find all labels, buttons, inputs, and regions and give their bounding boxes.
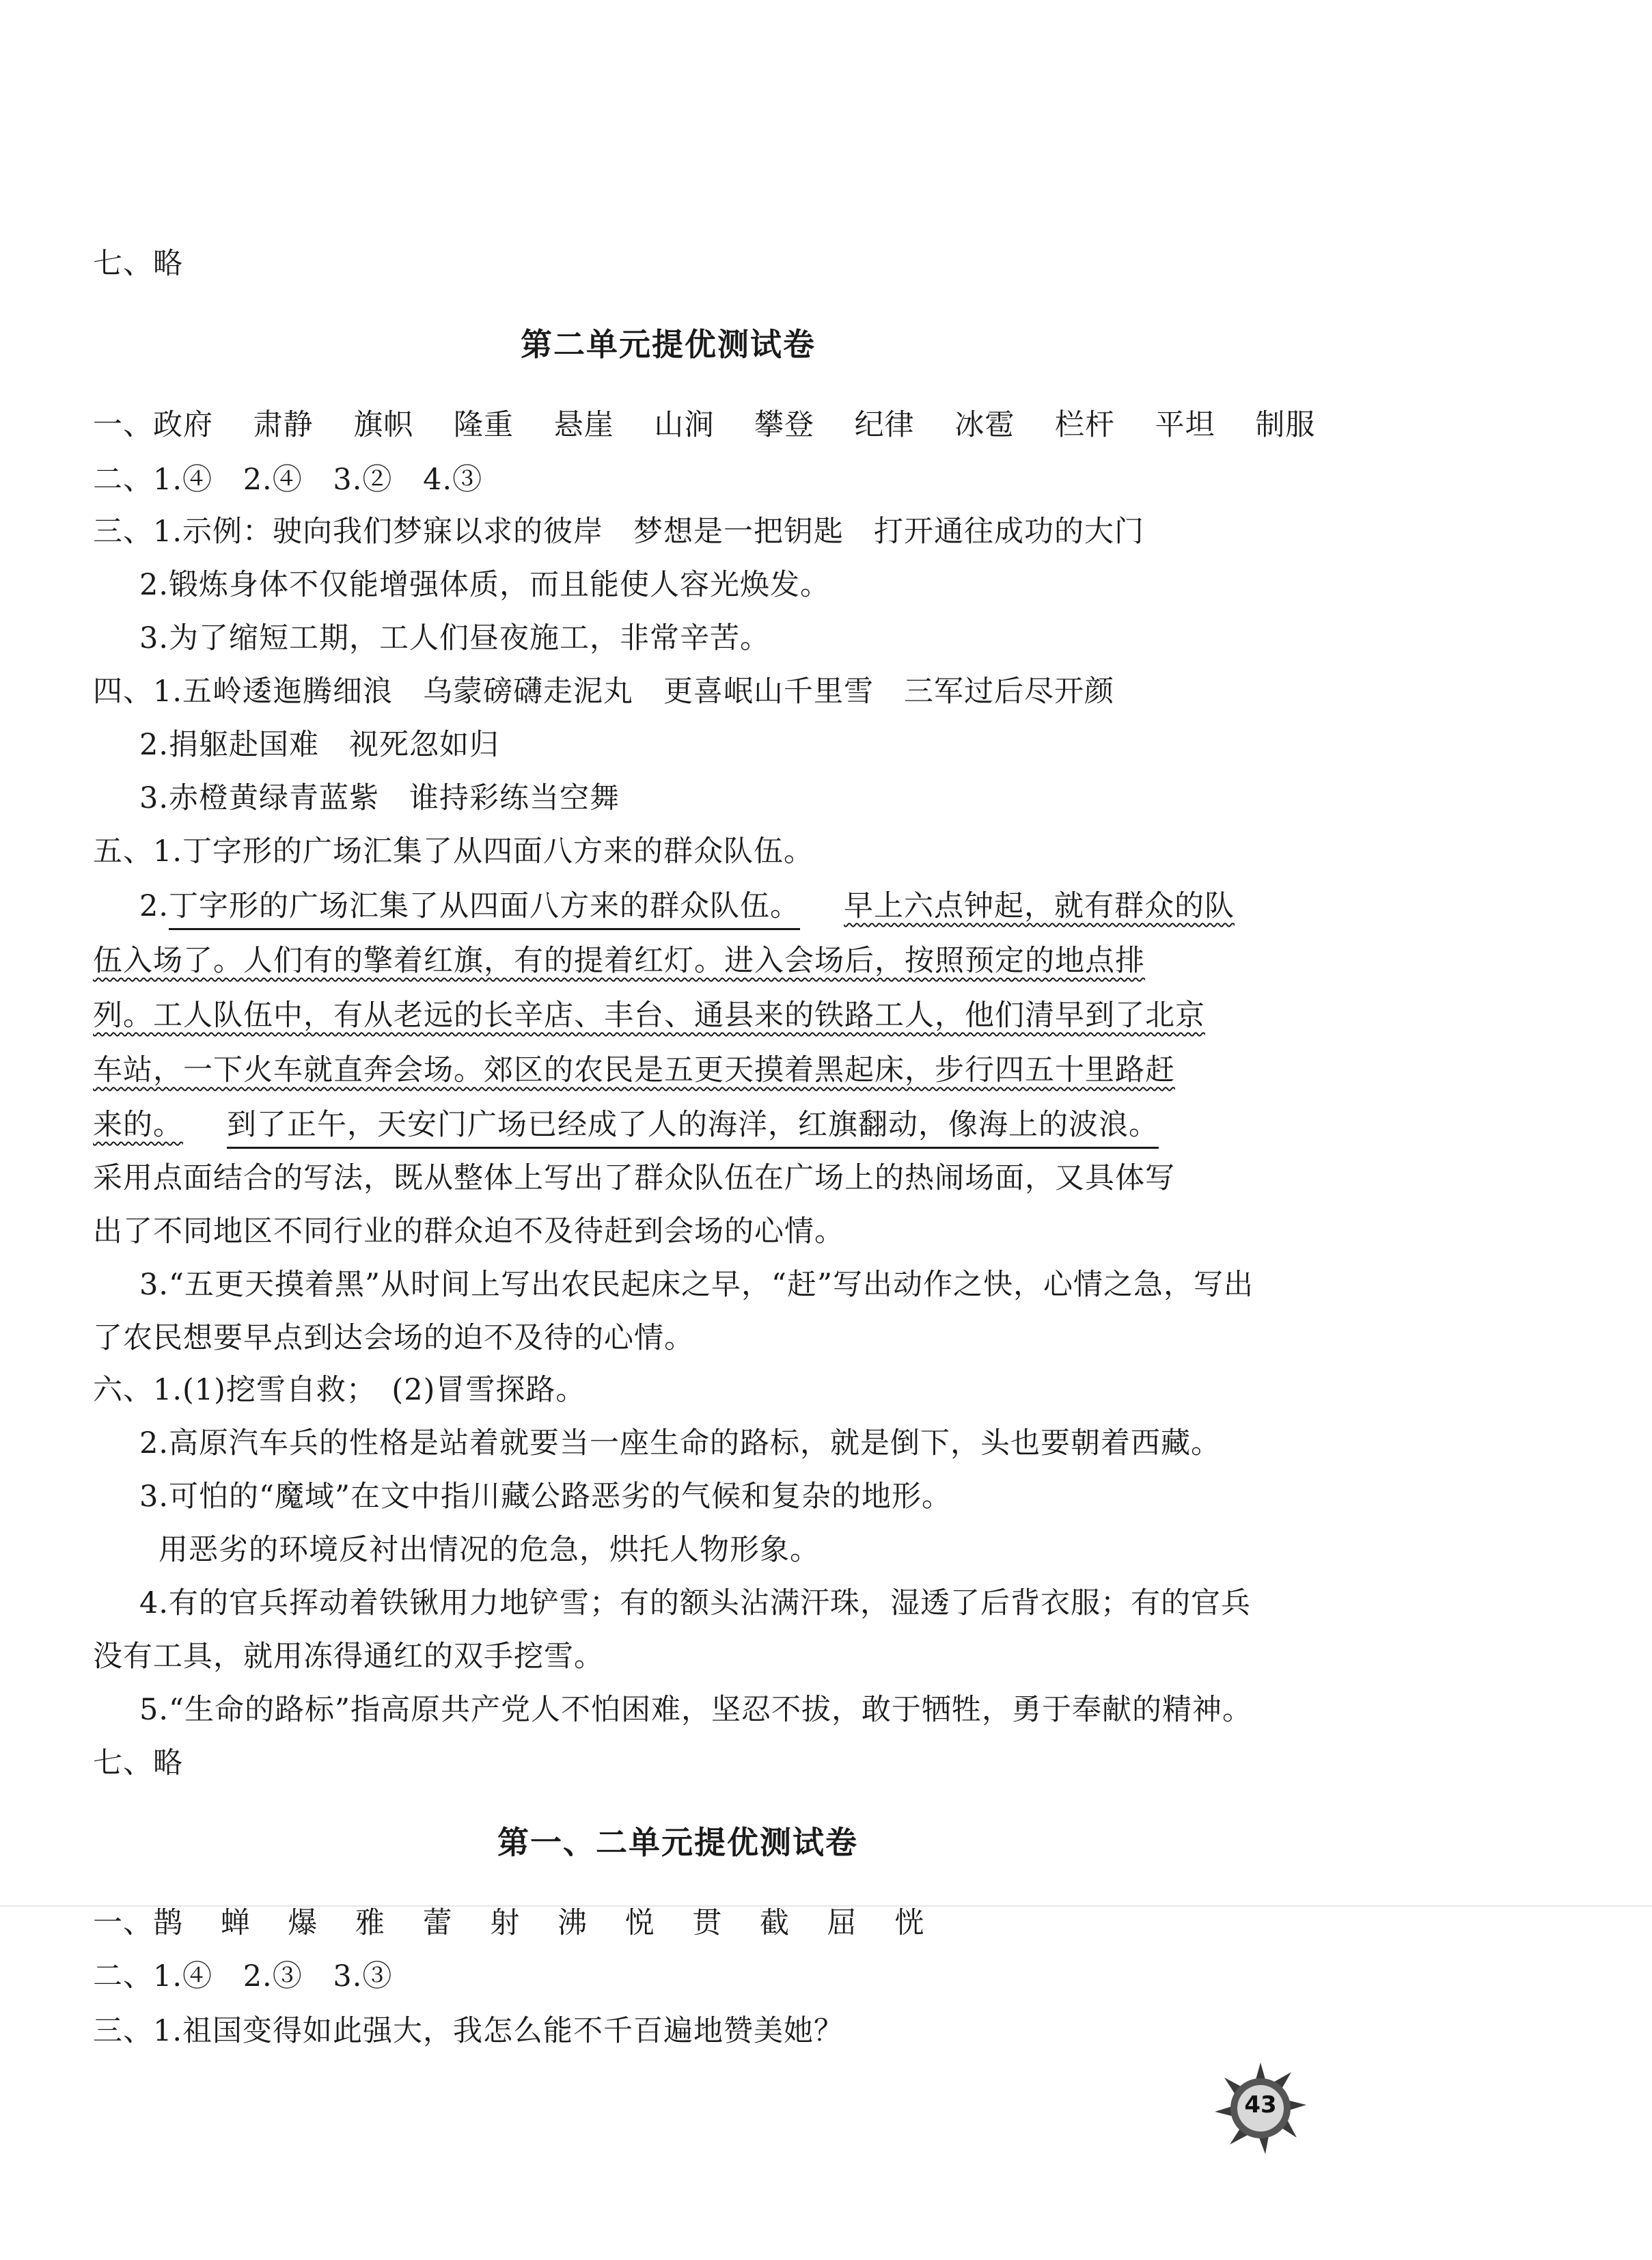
unit12-title: 第一、二单元提优测试卷 <box>497 1824 858 1861</box>
wavy-underlined-surface-text: 早上六点钟起，就有群众的队 <box>844 889 1235 923</box>
unit2-q6-3-b: 用恶劣的环境反衬出情况的危急，烘托人物形象。 <box>159 1533 820 1567</box>
unit2-q3-3: 3.为了缩短工期，工人们昼夜施工，非常辛苦。 <box>139 621 771 655</box>
unit2-q3-2: 2.锻炼身体不仅能增强体质，而且能使人容光焕发。 <box>139 568 831 602</box>
wavy-underlined-surface-text: 列。工人队伍中，有从老远的长辛店、丰台、通县来的铁路工人，他们清早到了北京 <box>93 998 1205 1033</box>
unit2-q5-2-line4 <box>93 1050 1175 1091</box>
unit12-q2: 二、1.④ 2.③ 3.③ <box>93 1959 393 1993</box>
section-7-answer-top: 七、略 <box>93 247 183 281</box>
wavy-underlined-surface-text: 伍入场了。人们有的擎着红旗，有的提着红灯。进入会场后，按照预定的地点排 <box>93 944 1145 978</box>
unit2-q7: 七、略 <box>93 1746 183 1780</box>
unit2-q6-5: 5.“生命的路标”指高原共产党人不怕困难，坚忍不拔，敢于牺牲，勇于奉献的精神。 <box>139 1693 1252 1727</box>
unit2-q5-3-b: 了农民想要早点到达会场的迫不及待的心情。 <box>93 1321 694 1355</box>
unit2-q6-2: 2.高原汽车兵的性格是站着就要当一座生命的路标，就是倒下，头也要朝着西藏。 <box>139 1426 1222 1460</box>
unit2-q5-1: 五、1.丁字形的广场汇集了从四面八方来的群众队伍。 <box>93 834 814 869</box>
unit2-q6-1: 六、1.(1)挖雪自救； (2)冒雪探路。 <box>93 1373 586 1407</box>
unit2-q1: 一、政府 肃静 旗帜 隆重 悬崖 山涧 攀登 纪律 冰雹 栏杆 平坦 制服 <box>93 408 1316 442</box>
unit2-q5-2-line2 <box>93 940 1145 981</box>
unit2-q6-3-a: 3.可怕的“魔域”在文中指川藏公路恶劣的气候和复杂的地形。 <box>139 1480 952 1514</box>
page-number-badge <box>1209 2057 1312 2160</box>
unit2-q5-2-line1 <box>139 886 1235 927</box>
unit2-q3-1: 三、1.示例：驶向我们梦寐以求的彼岸 梦想是一把钥匙 打开通往成功的大门 <box>93 515 1145 549</box>
unit2-q5-2-explain-1: 采用点面结合的写法，既从整体上写出了群众队伍在广场上的热闹场面，又具体写 <box>93 1161 1175 1195</box>
underlined-point-sentence: 到了正午，天安门广场已经成了人的海洋，红旗翻动，像海上的波浪。 <box>227 1104 1159 1149</box>
unit12-q3-1: 三、1.祖国变得如此强大，我怎么能不千百遍地赞美她？ <box>93 2014 844 2048</box>
unit2-q6-4-b: 没有工具，就用冻得通红的双手挖雪。 <box>93 1639 604 1674</box>
underlined-point-sentence: 丁字形的广场汇集了从四面八方来的群众队伍。 <box>169 886 800 930</box>
unit2-q5-3-a: 3.“五更天摸着黑”从时间上写出农民起床之早，“赶”写出动作之快，心情之急，写出 <box>139 1268 1254 1302</box>
unit2-q4-2: 2.捐躯赴国难 视死忽如归 <box>139 728 500 762</box>
unit2-q5-2-explain-2: 出了不同地区不同行业的群众迫不及待赶到会场的心情。 <box>93 1214 844 1249</box>
wavy-underlined-surface-text: 车站，一下火车就直奔会场。郊区的农民是五更天摸着黑起床，步行四五十里路赶 <box>93 1053 1175 1087</box>
unit2-q6-4-a: 4.有的官兵挥动着铁锹用力地铲雪；有的额头沾满汗珠，湿透了后背衣服；有的官兵 <box>139 1586 1252 1620</box>
unit2-title: 第二单元提优测试卷 <box>521 326 816 363</box>
unit2-q4-3: 3.赤橙黄绿青蓝紫 谁持彩练当空舞 <box>139 781 620 815</box>
wavy-underlined-surface-text: 来的。 <box>93 1108 183 1142</box>
unit2-q5-2-line5 <box>93 1104 1159 1145</box>
unit2-q5-2-line3 <box>93 995 1205 1036</box>
unit12-q1: 一、鹊 蝉 爆 雅 蕾 射 沸 悦 贯 截 屈 恍 <box>93 1906 925 1940</box>
page-number: 43 <box>1244 2091 1277 2119</box>
unit2-q5-2-number: 2. <box>139 889 169 923</box>
unit2-q4-1: 四、1.五岭逶迤腾细浪 乌蒙磅礴走泥丸 更喜岷山千里雪 三军过后尽开颜 <box>93 675 1115 709</box>
unit2-q2: 二、1.④ 2.④ 3.② 4.③ <box>93 463 483 497</box>
